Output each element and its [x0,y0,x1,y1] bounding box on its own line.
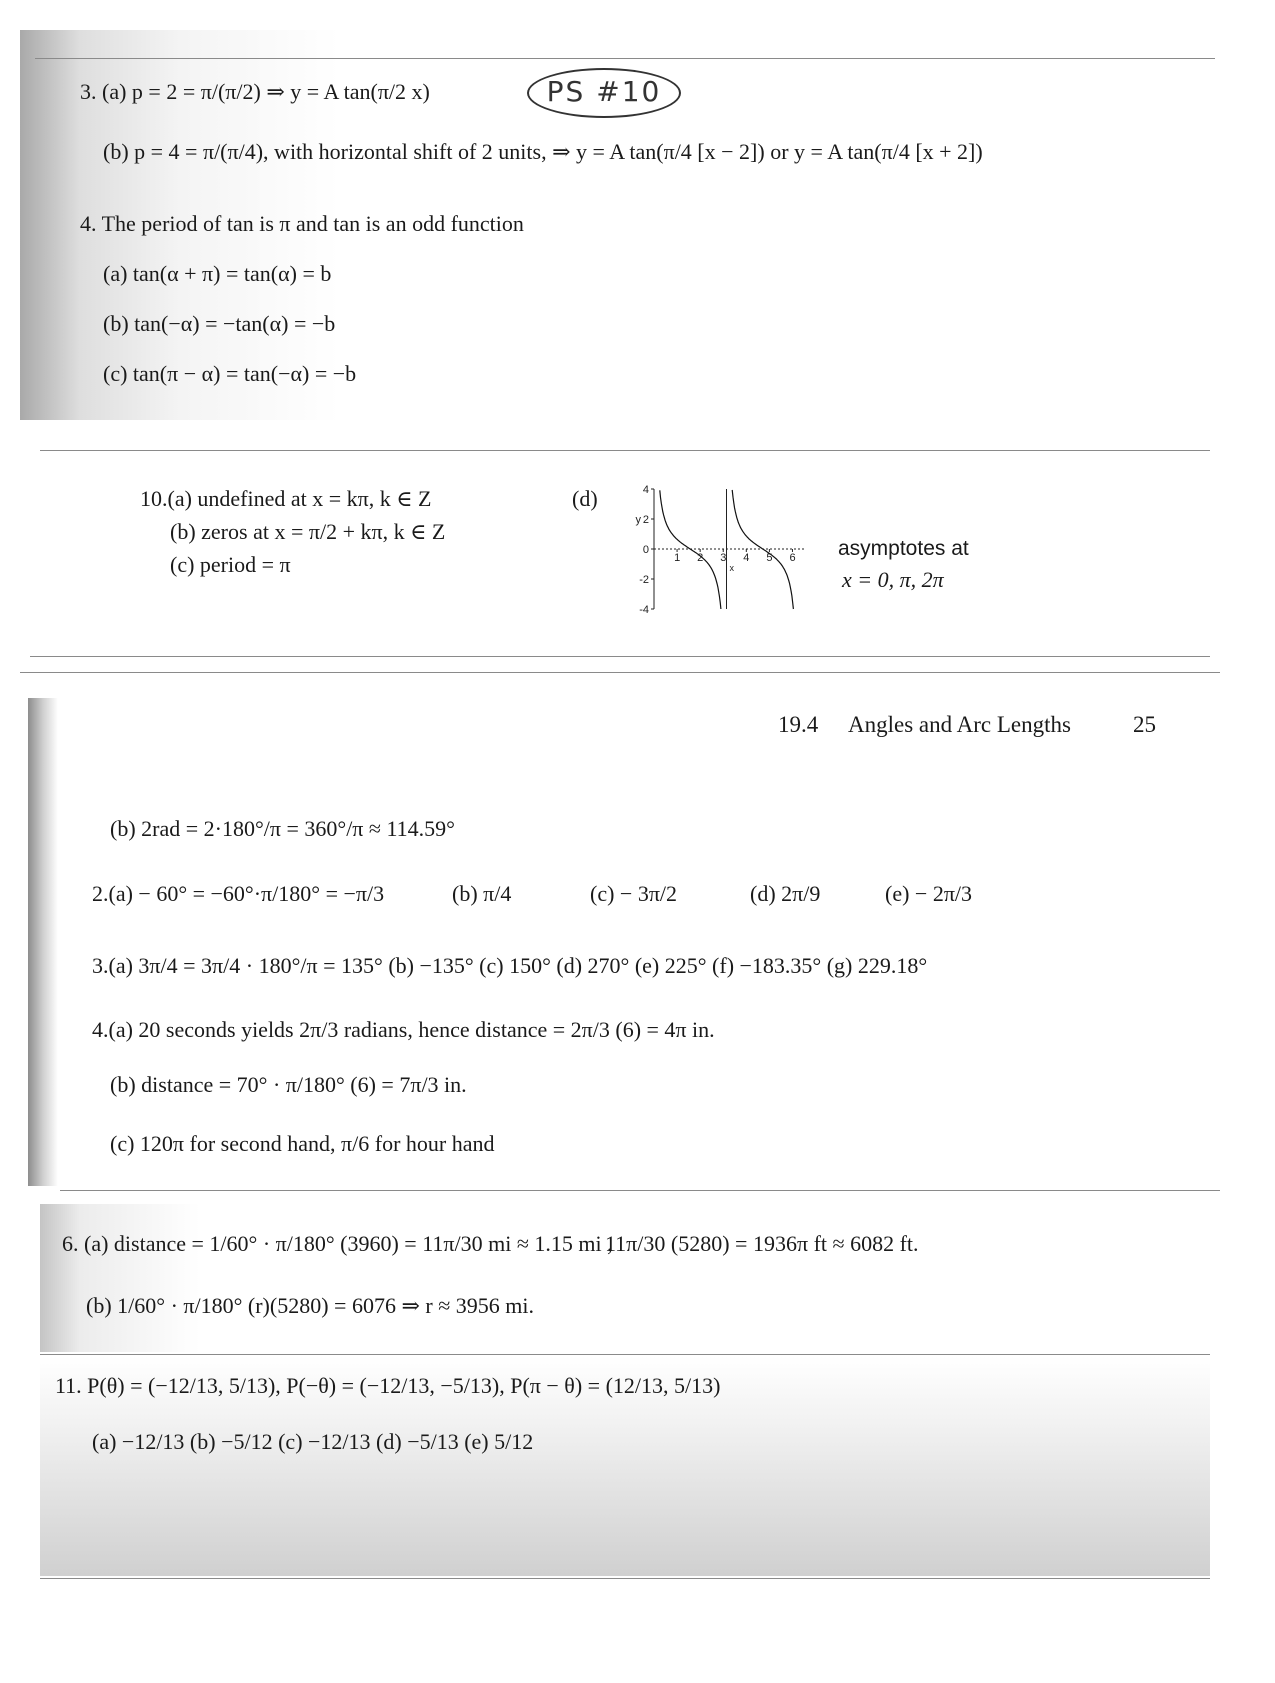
separator [35,58,1215,59]
x-tick-label: 4 [743,552,750,564]
x-tick-label: 6 [789,552,796,564]
answer-2d: (d) 2π/9 [750,881,821,906]
asymptotes-note: asymptotes at [838,537,969,560]
answer-10c: (c) period = π [170,552,291,577]
y-axis-label: y [635,514,641,526]
answer-4b-arc: (b) distance = 70° · π/180° (6) = 7π/3 in. [110,1072,467,1097]
answer-10b: (b) zeros at x = π/2 + kπ, k ∈ Z [170,519,446,544]
separator [40,450,1210,451]
x-axis-label: x [729,563,734,573]
answer-3: 3.(a) 3π/4 = 3π/4 · 180°/π = 135° (b) −135° (c) 150° (d) 270° (e) 225° (f) −183.35° (g) 229.18° [92,953,928,978]
separator [40,1354,1210,1355]
x-tick-label: 1 [674,552,681,564]
y-tick-label: 2 [642,514,649,526]
answer-2c: (c) − 3π/2 [590,881,678,906]
y-tick-label: -4 [639,604,649,615]
answer-4a: (a) tan(α + π) = tan(α) = b [103,261,332,286]
shaded-strip-left [28,698,58,1186]
answer-3b: (b) p = 4 = π/(π/4), with horizontal shift of 2 units, ⇒ y = A tan(π/4 [x − 2]) or y = A tan(π/4 [x + 2]) [103,139,983,164]
shaded-panel-arc [40,1204,1215,1352]
x-tick-label: 3 [720,552,727,564]
separator [60,1190,1220,1191]
answer-10d-label: (d) [572,486,598,511]
y-tick-label: -2 [639,574,649,586]
separator [40,1578,1210,1579]
answer-4: 4. The period of tan is π and tan is an odd function [80,211,524,236]
answer-10a: 10.(a) undefined at x = kπ, k ∈ Z [140,486,432,511]
x-tick-label: 5 [766,552,773,564]
answer-2b: (b) π/4 [452,881,512,906]
answer-4b: (b) tan(−α) = −tan(α) = −b [103,311,336,336]
section-number: 19.4 [778,712,819,737]
answer-6a: 6. (a) distance = 1/60° · π/180° (3960) = 11π/30 mi ≈ 1.15 mi , [62,1231,613,1256]
answer-4a-arc: 4.(a) 20 seconds yields 2π/3 radians, hence distance = 2π/3 (6) = 4π in. [92,1017,715,1042]
answer-11-parts: (a) −12/13 (b) −5/12 (c) −12/13 (d) −5/13 (e) 5/12 [92,1429,534,1454]
answer-4c: (c) tan(π − α) = tan(−α) = −b [103,361,357,386]
answer-4c-arc: (c) 120π for second hand, π/6 for hour hand [110,1131,495,1156]
answer-3a: 3. (a) p = 2 = π/(π/2) ⇒ y = A tan(π/2 x) [80,79,430,104]
answer-6b: (b) 1/60° · π/180° (r)(5280) = 6076 ⇒ r ≈ 3956 mi. [86,1293,535,1318]
answer-11: 11. P(θ) = (−12/13, 5/13), P(−θ) = (−12/13, −5/13), P(π − θ) = (12/13, 5/13) [55,1373,721,1398]
handwritten-problem-set-label: PS #10 [527,68,681,118]
answer-2a: 2.(a) − 60° = −60°·π/180° = −π/3 [92,881,385,906]
cot-branch-1 [660,490,721,609]
answer-1b: (b) 2rad = 2·180°/π = 360°/π ≈ 114.59° [110,816,455,841]
section-title: Angles and Arc Lengths [848,712,1071,737]
answer-6a-feet: 11π/30 (5280) = 1936π ft ≈ 6082 ft. [605,1231,919,1256]
page-number: 25 [1133,712,1156,737]
y-tick-label: 0 [642,544,649,556]
y-tick-label: 4 [642,485,649,496]
answer-2e: (e) − 2π/3 [885,881,973,906]
x-tick-label: 2 [697,552,704,564]
cotangent-graph [630,485,810,615]
separator [30,656,1210,657]
separator [20,672,1220,673]
asymptotes-values: x = 0, π, 2π [842,567,944,592]
cot-branch-2 [732,490,796,609]
